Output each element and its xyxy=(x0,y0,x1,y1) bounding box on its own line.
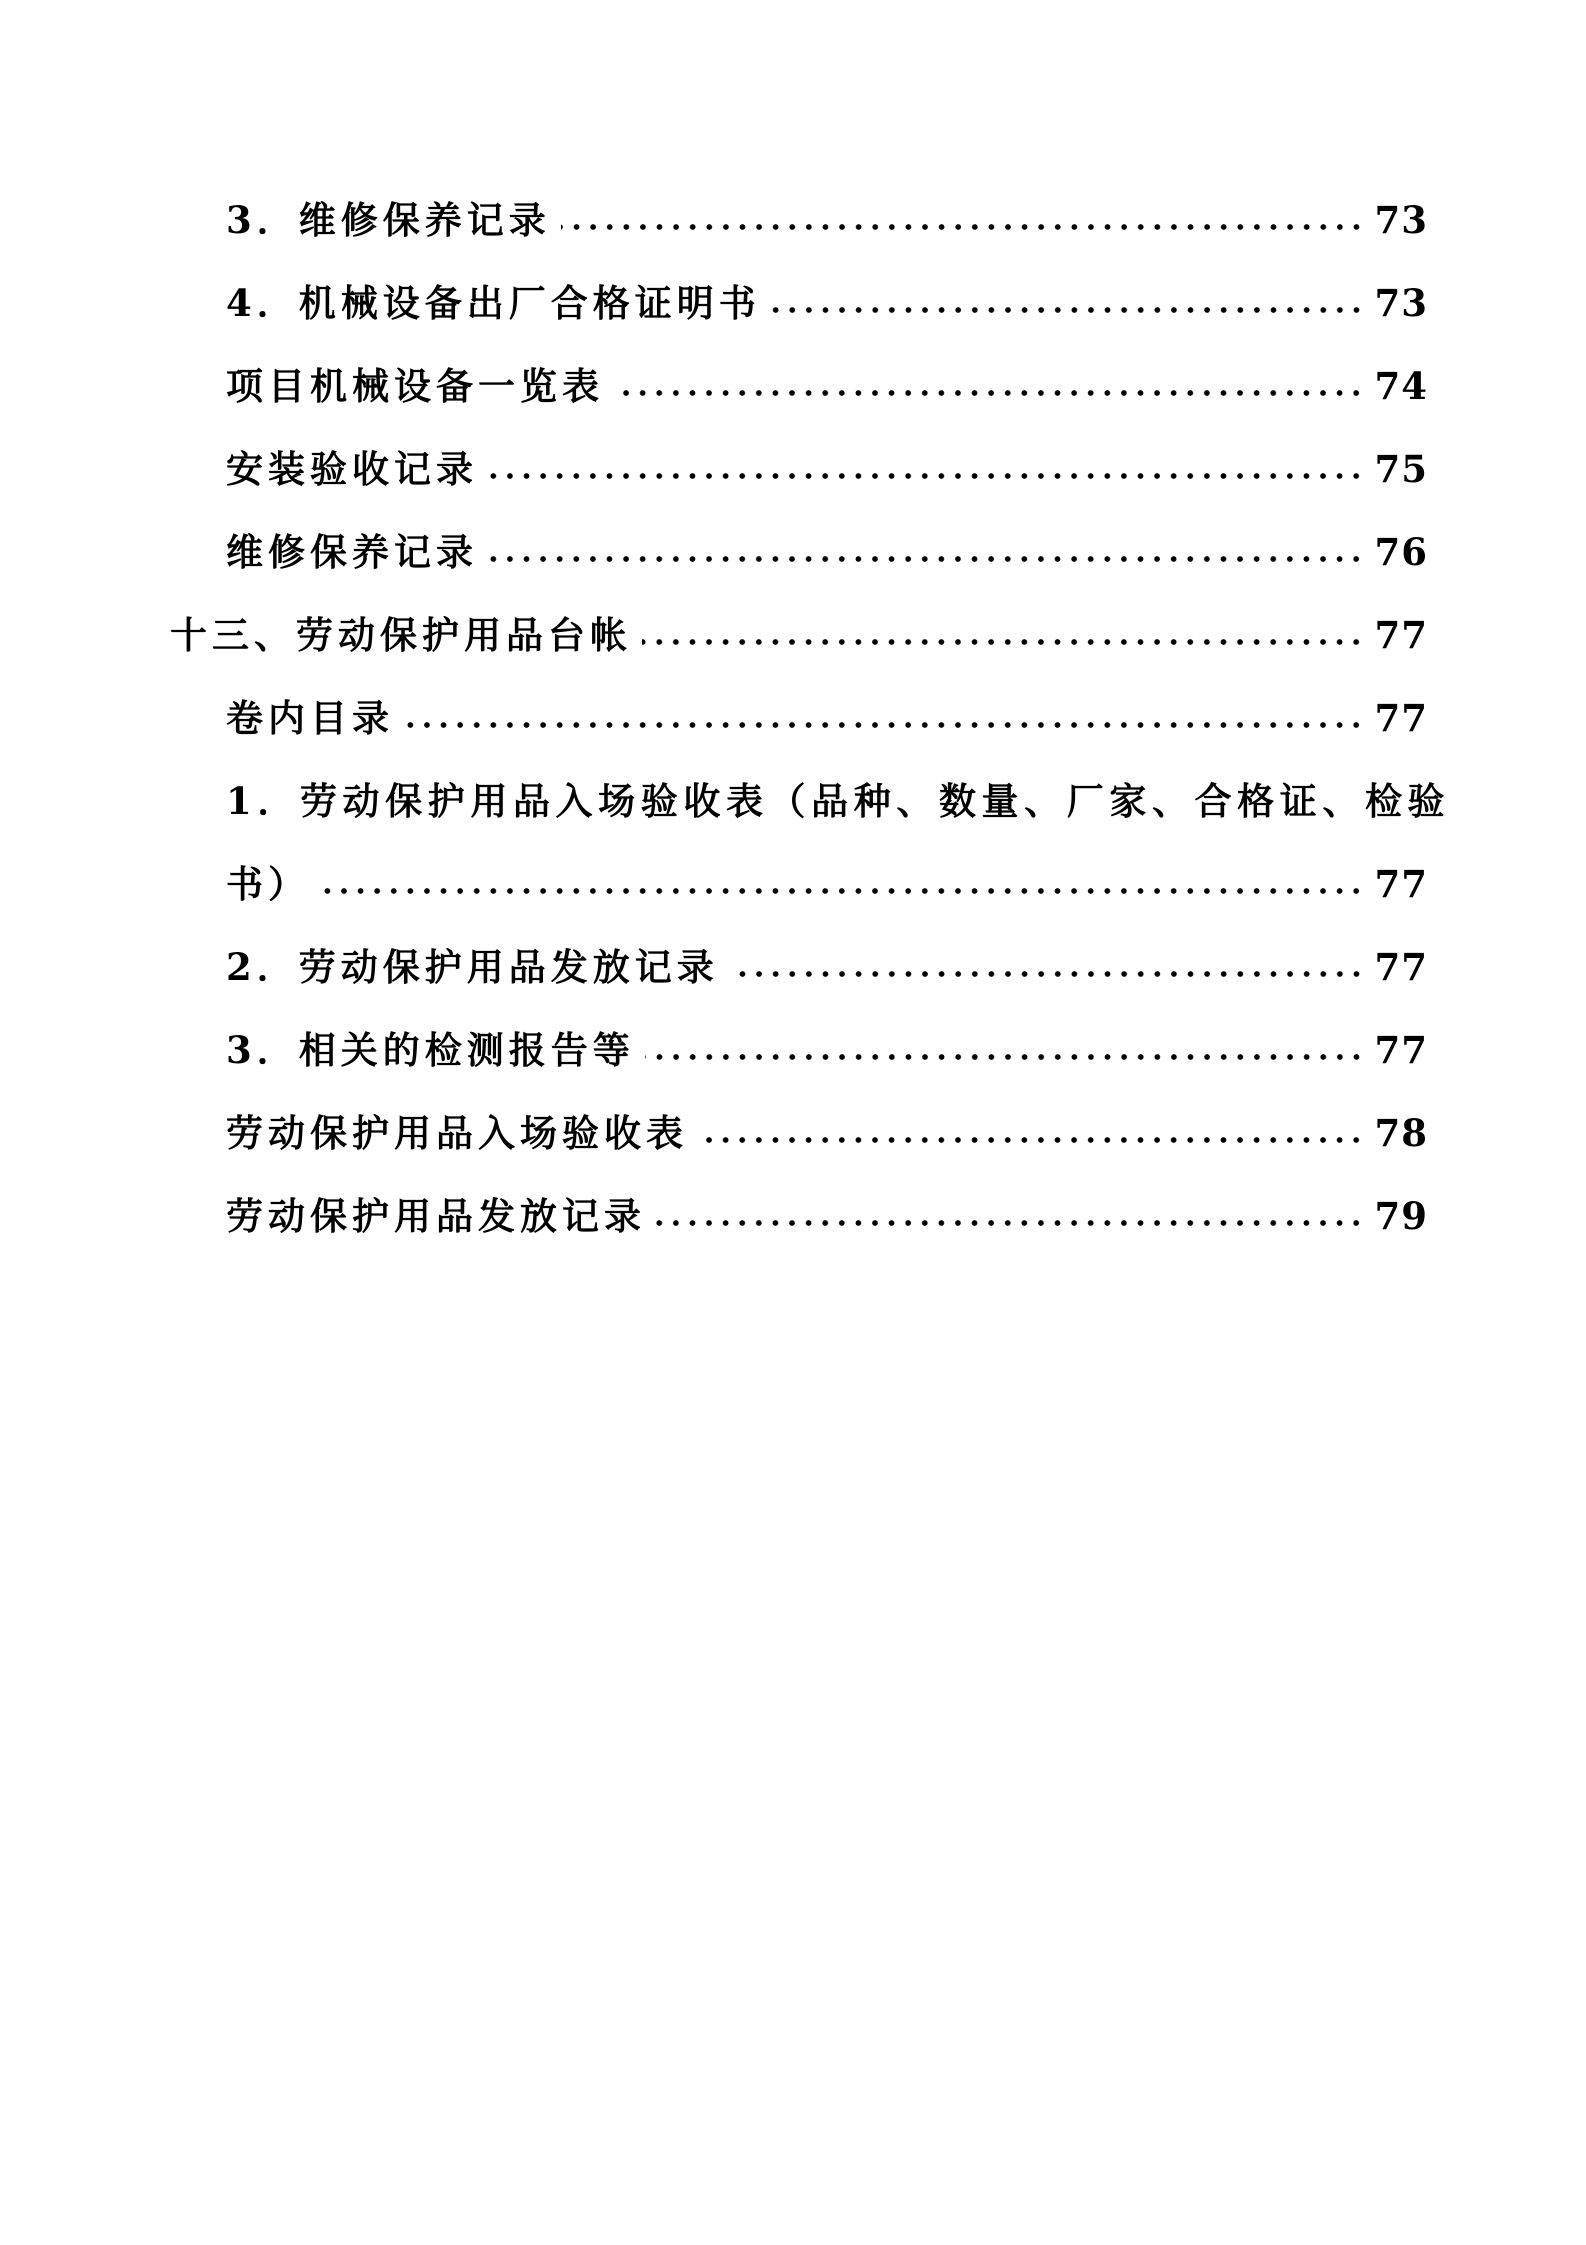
dot-leader xyxy=(614,388,1365,398)
toc-entry-page: 77 xyxy=(1374,945,1428,989)
dot-leader xyxy=(404,720,1365,730)
dot-leader xyxy=(488,471,1365,481)
toc-entry-title-line1[interactable]: 1．劳动保护用品入场验收表（品种、数量、厂家、合格证、检验 xyxy=(226,779,1451,823)
toc-entry-page: 78 xyxy=(1374,1111,1428,1155)
toc-entry-title: 劳动保护用品发放记录 xyxy=(226,1194,646,1238)
dot-leader xyxy=(561,222,1365,232)
toc-entry-page: 77 xyxy=(1374,696,1428,740)
toc-entry-page: 73 xyxy=(1374,281,1428,325)
dot-leader xyxy=(320,886,1365,896)
dot-leader xyxy=(729,969,1365,979)
toc-entry[interactable] xyxy=(226,939,1428,995)
toc-entry[interactable] xyxy=(226,1105,1428,1161)
toc-entry-page: 79 xyxy=(1374,1194,1428,1238)
toc-entry-page: 77 xyxy=(1374,1028,1428,1072)
toc-entry[interactable] xyxy=(226,275,1428,331)
toc-entry[interactable] xyxy=(226,358,1428,414)
toc-entry-title: 安装验收记录 xyxy=(226,447,478,491)
toc-entry-title-line2: 书） xyxy=(226,862,310,906)
toc-entry-title: 劳动保护用品入场验收表 xyxy=(226,1111,688,1155)
toc-entry-title: 4．机械设备出厂合格证明书 xyxy=(226,281,761,325)
toc-entry-page: 77 xyxy=(1374,862,1428,906)
toc-entry-page: 76 xyxy=(1374,530,1428,574)
toc-entry-title: 3．维修保养记录 xyxy=(226,198,551,242)
toc-entry[interactable] xyxy=(226,1022,1428,1078)
toc-entry-title: 3．相关的检测报告等 xyxy=(226,1028,635,1072)
toc-entry-page: 74 xyxy=(1374,364,1428,408)
toc-entry[interactable] xyxy=(226,524,1428,580)
toc-entry-page: 73 xyxy=(1374,198,1428,242)
toc-entry[interactable] xyxy=(226,441,1428,497)
toc-section-title: 十三、劳动保护用品台帐 xyxy=(170,613,632,657)
toc-entry-title: 项目机械设备一览表 xyxy=(226,364,604,408)
toc-entry[interactable] xyxy=(226,856,1428,912)
toc-entry-page: 77 xyxy=(1374,613,1428,657)
toc-entry-title: 卷内目录 xyxy=(226,696,394,740)
toc-section-entry[interactable] xyxy=(170,607,1428,663)
dot-leader xyxy=(645,1052,1365,1062)
toc-entry-title: 2．劳动保护用品发放记录 xyxy=(226,945,719,989)
toc-entry[interactable] xyxy=(226,690,1428,746)
toc-entry-page: 75 xyxy=(1374,447,1428,491)
dot-leader xyxy=(656,1218,1365,1228)
toc-entry-title: 维修保养记录 xyxy=(226,530,478,574)
dot-leader xyxy=(698,1135,1365,1145)
toc-entry[interactable] xyxy=(226,192,1428,248)
toc-entry[interactable] xyxy=(226,1188,1428,1244)
dot-leader xyxy=(488,554,1365,564)
dot-leader xyxy=(642,637,1365,647)
dot-leader xyxy=(771,305,1365,315)
